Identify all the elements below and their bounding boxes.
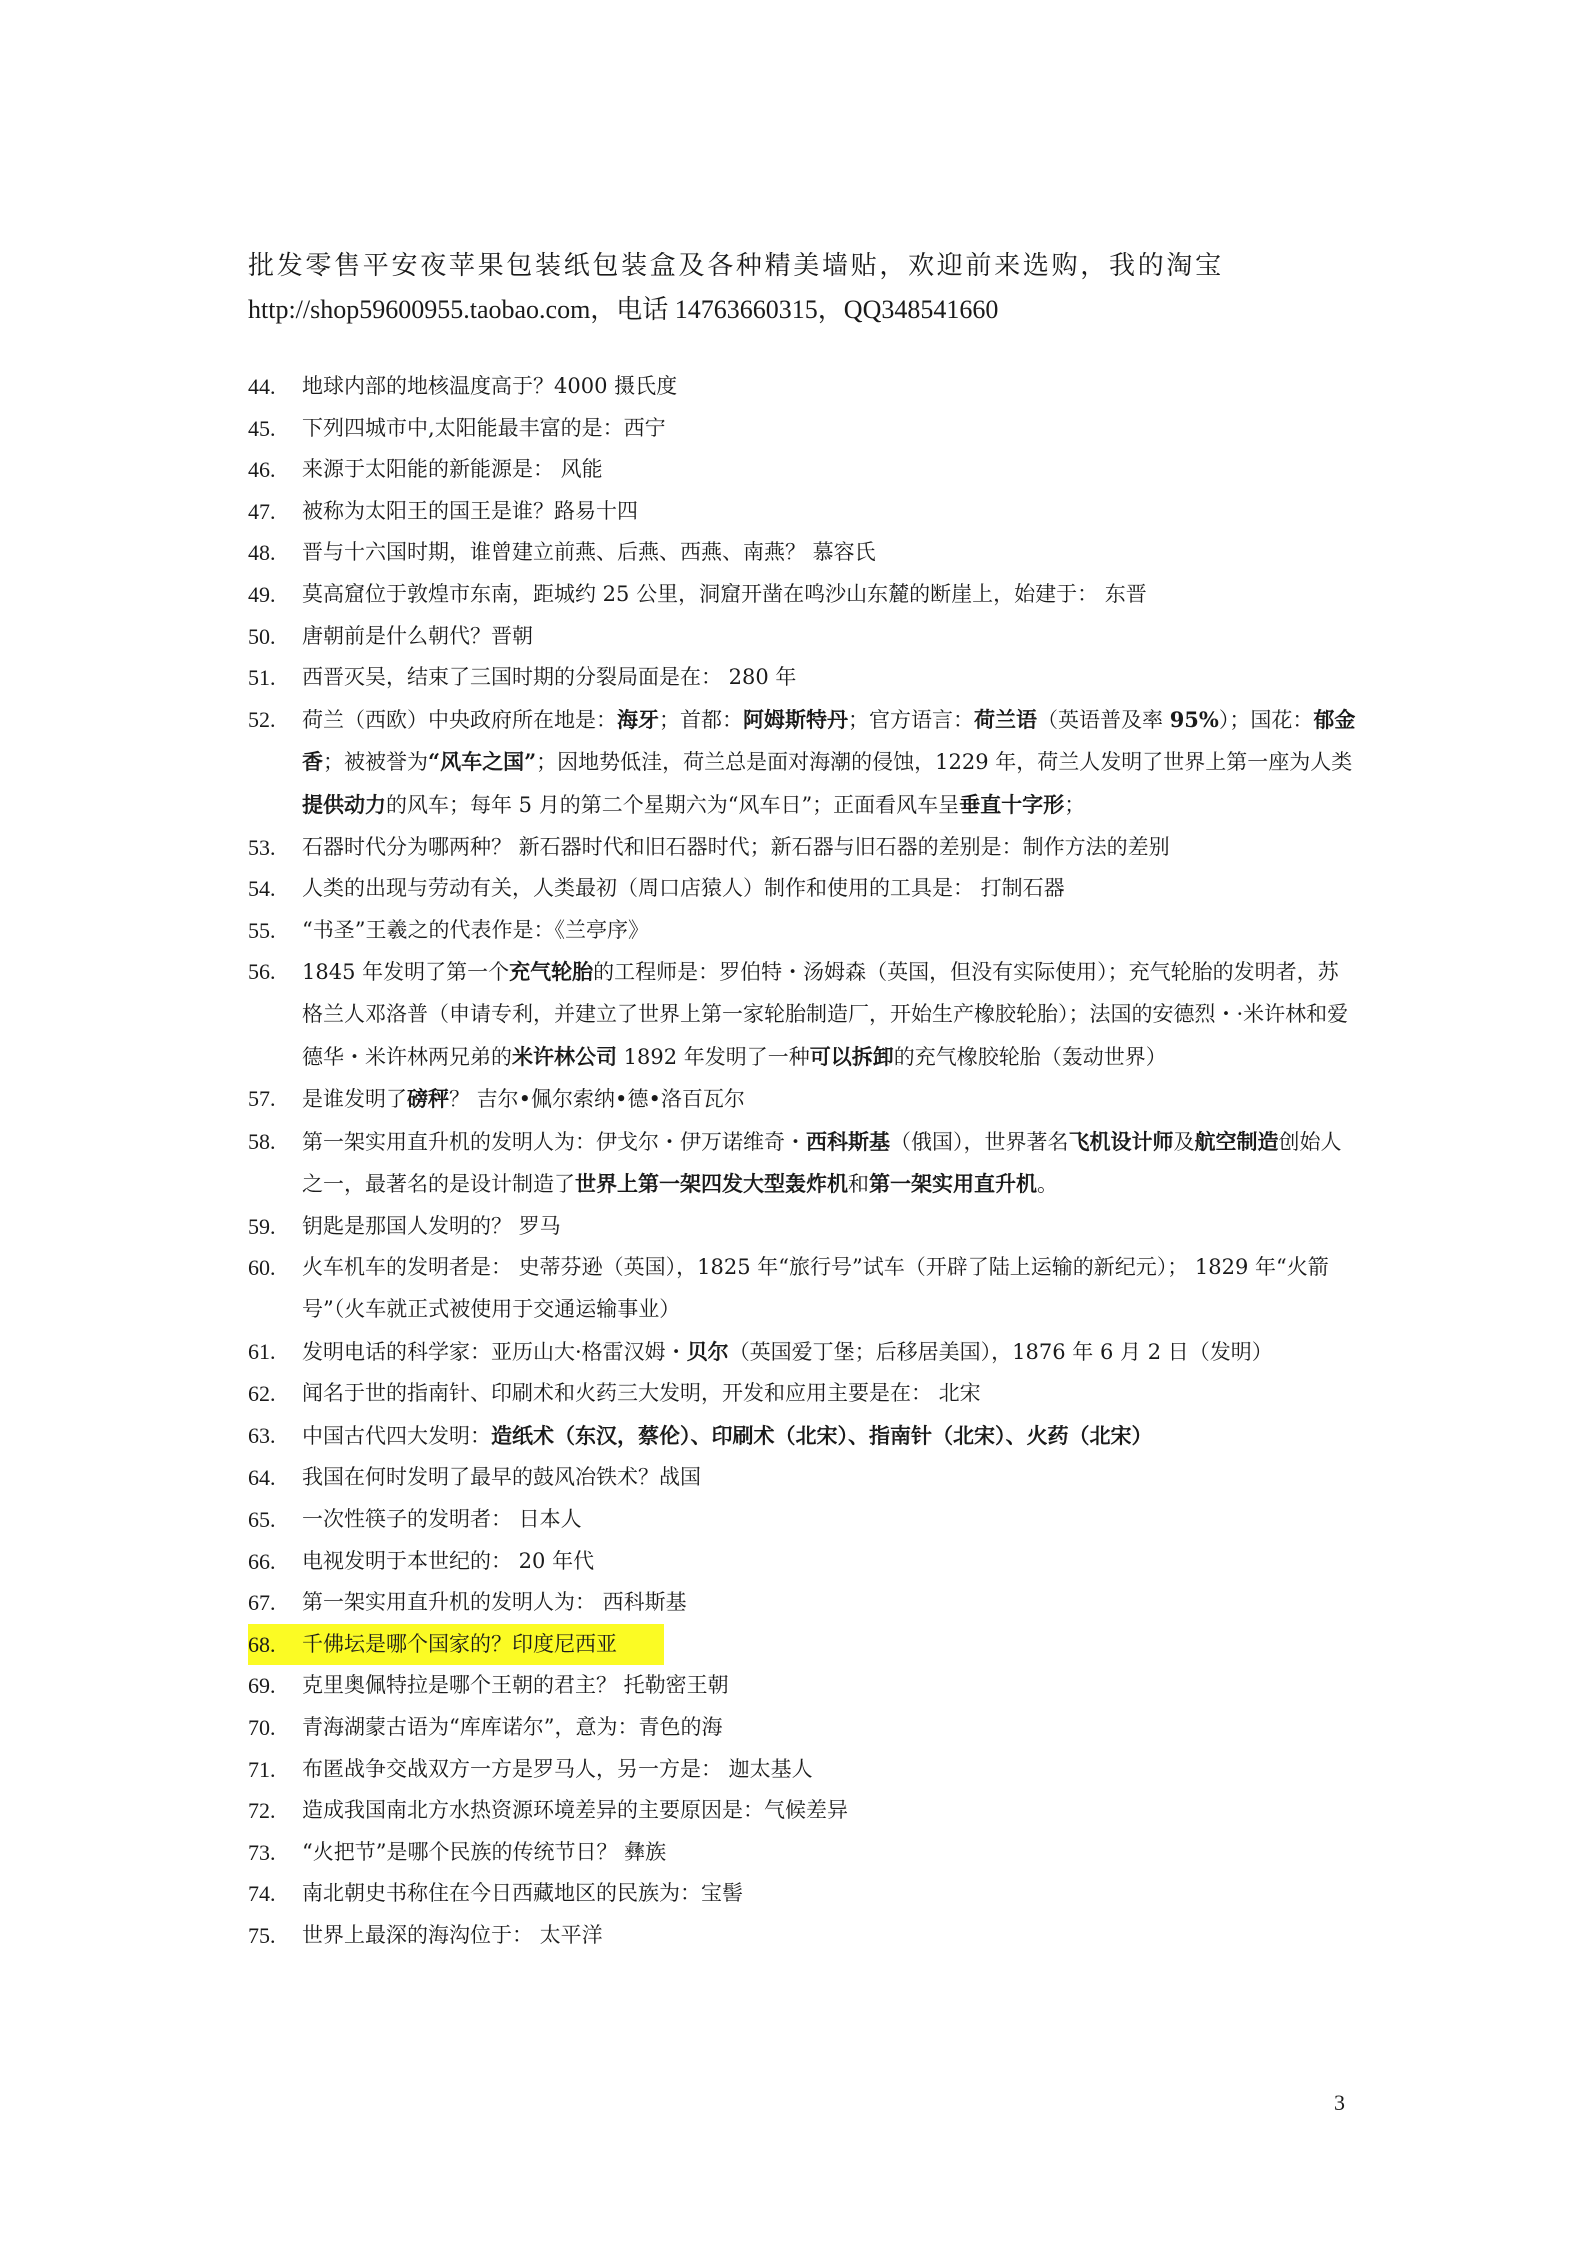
item-text [302,1373,1358,1415]
item-text [302,532,1358,574]
item-number: 58. [248,1128,276,1154]
item-text [302,1624,664,1666]
item-text-segment: 是谁发明了 [302,1087,407,1112]
item-text-bold: 第一架实用直升机 [869,1171,1037,1197]
item-text-segment: 及 [1173,1129,1195,1154]
item-text [302,951,1358,1078]
item-text-segment: 千佛坛是哪个国家的？印度尼西亚 [302,1631,617,1656]
item-text-segment: 我国在何时发明了最早的鼓风冶铁术？战国 [302,1465,701,1490]
list-item [248,1415,1358,1458]
list-item [248,366,1358,408]
item-text-segment: 莫高窟位于敦煌市东南，距城约 25 公里，洞窟开凿在鸣沙山东麓的断崖上，始建于： 东晋 [302,581,1147,606]
item-text-bold: 可以拆卸 [809,1043,894,1069]
item-number: 63. [248,1422,276,1448]
item-number: 47. [248,498,276,524]
item-text-segment: （英国爱丁堡；后移居美国），1876 年 6 月 2 日（发明） [728,1339,1273,1364]
list-item [248,827,1358,869]
item-text [302,868,1358,910]
item-text [302,1457,1358,1499]
item-text-segment: ；首都： [659,707,743,732]
list-item [248,616,1358,658]
item-text-segment: 中国古代四大发明： [302,1423,491,1448]
list-item [248,1707,1358,1749]
item-text-segment: 和 [848,1172,869,1197]
item-text [302,699,1358,827]
item-text [302,1582,1358,1624]
item-text [302,408,1358,450]
item-text [302,1749,1358,1791]
item-text-segment: 石器时代分为哪两种？ 新石器时代和旧石器时代；新石器与旧石器的差别是：制作方法的差别 [302,834,1170,859]
item-number: 48. [248,540,276,566]
item-number: 72. [248,1798,276,1824]
item-number: 64. [248,1465,276,1491]
item-text [302,1707,1358,1749]
item-text-segment: “火把节”是哪个民族的传统节日？ 彝族 [302,1839,667,1864]
item-number: 69. [248,1673,276,1699]
item-number: 73. [248,1839,276,1865]
item-number: 66. [248,1548,276,1574]
item-number: 61. [248,1338,276,1364]
list-item [248,657,1358,699]
item-number: 56. [248,959,276,985]
item-text [302,1331,1358,1374]
item-number: 54. [248,876,276,902]
item-text [302,1206,1358,1248]
item-text [302,574,1358,616]
item-text-bold: 飞机设计师 [1068,1128,1174,1154]
item-text [302,366,1358,408]
shop-advert-line: 批发零售平安夜苹果包装纸包装盒及各种精美墙贴，欢迎前来选购，我的淘宝 [248,251,1224,281]
list-item [248,1790,1358,1832]
list-item [248,1247,1358,1330]
item-text [302,1832,1358,1874]
item-text [302,1541,1358,1583]
list-item [248,1832,1358,1874]
item-text-bold: 西科斯基 [806,1128,890,1154]
item-text-bold: 荷兰语 [974,706,1037,732]
item-number: 53. [248,834,276,860]
list-item [248,1499,1358,1541]
item-text-bold: 海牙 [617,706,659,732]
item-text-bold: 磅秤 [407,1086,449,1112]
item-text-segment: 的工程师是：罗伯特・汤姆森（英国，但没有实际使用）；充气轮胎的发明者，苏格兰人邓洛普（申请专利，并建立了世界上第一家轮胎制造厂，开始生产橡胶轮胎）；法国的安德烈・·米许林和爱德华・米许林两兄弟的 [302,960,1349,1069]
item-text-bold: “风车之国” [428,749,537,775]
item-text-segment: 火车机车的发明者是： 史蒂芬逊（英国），1825 年“旅行号”试车（开辟了陆上运输的新纪元）； 1829 年“火箭号”（火车就正式被使用于交通运输事业） [302,1255,1329,1322]
item-text-segment: 电视发明于本世纪的： 20 年代 [302,1548,595,1573]
list-item [248,1206,1358,1248]
item-number: 55. [248,917,276,943]
item-text [302,1790,1358,1832]
item-text [302,1665,1358,1707]
item-text [302,1499,1358,1541]
item-number: 52. [248,706,276,732]
item-text-bold: 米许林公司 [512,1043,617,1069]
item-text-segment: ；因地势低洼，荷兰总是面对海潮的侵蚀，1229 年，荷兰人发明了世界上第一座为人类 [536,750,1353,775]
item-text-segment: “书圣”王羲之的代表作是：《兰亭序》 [302,917,649,942]
item-number: 65. [248,1507,276,1533]
item-text-segment: 造成我国南北方水热资源环境差异的主要原因是：气候差异 [302,1798,848,1823]
item-text-segment: ； [1064,792,1086,817]
item-number: 44. [248,374,276,399]
item-text [302,1873,1358,1915]
item-text-segment: ；被被誉为 [323,750,428,775]
item-text-bold: 航空制造 [1194,1128,1279,1154]
item-number: 46. [248,457,276,483]
item-text-segment: ；官方语言： [848,707,974,732]
item-text [302,1915,1358,1957]
item-text-bold: 95% [1169,706,1219,732]
page-header [248,244,1358,332]
item-text [302,1415,1358,1458]
item-number: 62. [248,1381,276,1407]
item-text-bold: 造纸术（东汉，蔡伦）、印刷术（北宋）、指南针（北宋）、火药（北宋） [491,1422,1153,1448]
item-number: 59. [248,1213,276,1239]
item-text [302,1247,1358,1330]
list-item [248,1915,1358,1957]
item-number: 68. [248,1631,276,1657]
item-text-bold: 提供动力 [302,791,386,817]
item-text-segment: 第一架实用直升机的发明人为：伊戈尔・伊万诺维奇・ [302,1129,806,1154]
item-text-segment: 创始人之一，最著名的是设计制造了 [302,1129,1342,1197]
item-text-bold: 垂直十字形 [959,791,1065,817]
item-number: 51. [248,665,276,691]
shop-contact-line: http://shop59600955.taobao.com，电话 14763660315，QQ348541660 [248,295,999,324]
item-text-segment: （英语普及率 [1037,707,1170,732]
item-text-bold: 阿姆斯特丹 [743,706,848,732]
item-text-bold: 充气轮胎 [509,959,594,985]
item-text-segment: 地球内部的地核温度高于？4000 摄氏度 [302,374,678,398]
item-text-segment: ）；国花： [1218,707,1314,732]
item-number: 74. [248,1881,276,1907]
item-number: 70. [248,1715,276,1740]
question-list [248,366,1358,1957]
item-text-bold: 贝尔 [686,1338,729,1364]
item-text-segment: 唐朝前是什么朝代？晋朝 [302,623,533,648]
item-text-segment: 的充气橡胶轮胎（轰动世界） [893,1044,1167,1069]
item-text [302,449,1358,491]
list-item [248,532,1358,574]
list-item [248,868,1358,910]
item-text-segment: 被称为太阳王的国王是谁？路易十四 [302,498,638,523]
list-item [248,699,1358,827]
list-item [248,1373,1358,1415]
item-text [302,827,1358,869]
list-item [248,1541,1358,1583]
item-text-segment: 人类的出现与劳动有关，人类最初（周口店猿人）制作和使用的工具是： 打制石器 [302,876,1065,901]
list-item [248,1457,1358,1499]
item-text-segment: 1892 年发明了一种 [617,1044,810,1069]
item-text [302,910,1358,952]
item-text-segment: 布匿战争交战双方一方是罗马人，另一方是： 迦太基人 [302,1756,813,1781]
item-number: 45. [248,415,276,441]
list-item [248,1078,1358,1121]
item-text-segment: 来源于太阳能的新能源是： 风能 [302,457,603,482]
item-text-segment: 的风车；每年 5 月的第二个星期六为“风车日”；正面看风车呈 [386,792,960,817]
page-number: 3 [1334,2090,1345,2115]
list-item [248,574,1358,616]
item-text-segment: 荷兰（西欧）中央政府所在地是： [302,707,617,732]
item-text-segment: 克里奥佩特拉是哪个王朝的君主？ 托勒密王朝 [302,1673,729,1698]
item-text-segment: 。 [1037,1172,1058,1197]
item-text-segment: 第一架实用直升机的发明人为： 西科斯基 [302,1590,687,1615]
item-text-segment: 晋与十六国时期，谁曾建立前燕、后燕、西燕、南燕？ 慕容氏 [302,540,876,565]
item-text-segment: ？ 吉尔•佩尔索纳•德•洛百瓦尔 [449,1087,745,1112]
item-text [302,657,1358,699]
item-text-bold: 郁金香 [302,706,1356,775]
item-text-segment: 世界上最深的海沟位于： 太平洋 [302,1922,603,1947]
list-item [248,1749,1358,1791]
list-item [248,1121,1358,1206]
item-text-segment: 钥匙是那国人发明的？ 罗马 [302,1213,561,1238]
list-item [248,1582,1358,1624]
item-number: 71. [248,1756,276,1782]
item-number: 49. [248,581,276,607]
list-item [248,491,1358,533]
item-number: 50. [248,623,276,649]
list-item [248,1331,1358,1374]
item-text-segment: 南北朝史书称住在今日西藏地区的民族为：宝髻 [302,1881,743,1906]
list-item [248,910,1358,952]
list-item [248,1665,1358,1707]
list-item [248,1873,1358,1915]
item-number: 57. [248,1086,276,1112]
item-text-segment: 青海湖蒙古语为“库库诺尔”，意为：青色的海 [302,1715,723,1739]
item-text-segment: 闻名于世的指南针、印刷术和火药三大发明，开发和应用主要是在： 北宋 [302,1381,981,1406]
item-text [302,616,1358,658]
item-text-bold: 世界上第一架四发大型轰炸机 [575,1171,848,1197]
list-item [248,449,1358,491]
list-item [248,951,1358,1078]
item-number: 60. [248,1255,276,1281]
item-number: 67. [248,1590,276,1616]
item-text [302,491,1358,533]
item-text [302,1078,1358,1121]
item-text-segment: 一次性筷子的发明者： 日本人 [302,1507,582,1532]
item-text-segment: 1845 年发明了第一个 [302,960,510,985]
list-item [248,408,1358,450]
list-item [248,1624,664,1666]
item-text-segment: （俄国），世界著名 [890,1129,1069,1154]
item-text [302,1121,1358,1206]
item-text-segment: 下列四城市中,太阳能最丰富的是：西宁 [302,415,666,440]
item-text-segment: 发明电话的科学家：亚历山大·格雷汉姆・ [302,1339,687,1364]
item-text-segment: 西晋灭吴，结束了三国时期的分裂局面是在： 280 年 [302,665,797,690]
item-number: 75. [248,1922,276,1948]
